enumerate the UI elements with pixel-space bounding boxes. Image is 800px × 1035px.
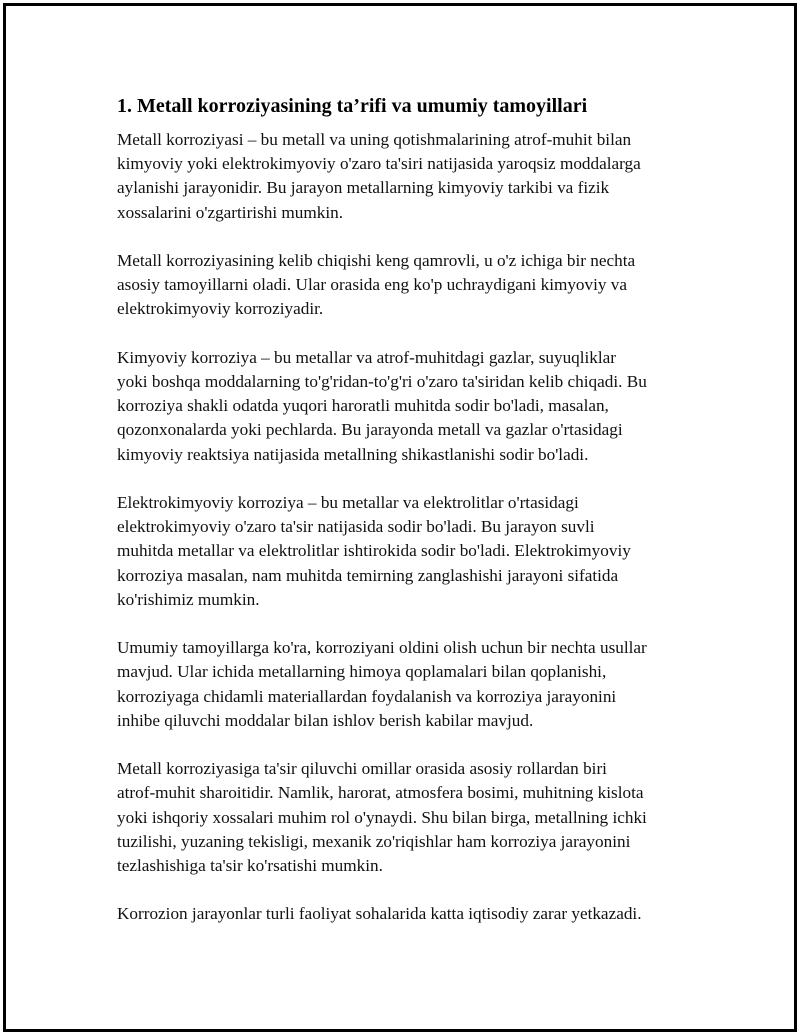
paragraph-origin: Metall korroziyasining kelib chiqishi keng qamrovli, u o'z ichiga bir nechta asosiy tamoyillarni oladi. Ular orasida eng ko'p uchraydigani kimyoviy va elektrokimyoviy korroziyadir.	[117, 251, 636, 319]
document-body	[117, 94, 697, 951]
section-title: 1. Metall korroziyasining ta’rifi va umumiy tamoyillari	[117, 95, 588, 117]
paragraph-electrochemical-corrosion: Elektrokimyoviy korroziya – bu metallar va elektrolitlar o'rtasidagi elektrokimyoviy o'zaro ta'sir natijasida sodir bo'ladi. Bu jarayon suvli muhitda metallar va elektrolitlar ishtirokida sodir bo'ladi. Elektrokimyoviy korroziya masalan, nam muhitda temirning zanglashishi jarayoni sifatida ko'rishimiz mumkin.	[117, 493, 631, 609]
paragraph-definition: Metall korroziyasi – bu metall va uning qotishmalarining atrof-muhit bilan kimyoviy yoki elektrokimyoviy o'zaro ta'siri natijasida yaroqsiz moddalarga aylanishi jarayonidir. Bu jarayon metallarning kimyoviy tarkibi va fizik xossalarini o'zgartirishi mumkin.	[117, 130, 641, 222]
paragraph-prevention: Umumiy tamoyillarga ko'ra, korroziyani oldini olish uchun bir nechta usullar mavjud. Ular ichida metallarning himoya qoplamalari bilan qoplanishi, korroziyaga chidamli materiallardan foydalanish va korroziya jarayonini inhibe qiluvchi moddalar bilan ishlov berish kabilar mavjud.	[117, 638, 647, 730]
paragraph-economic-damage: Korrozion jarayonlar turli faoliyat sohalarida katta iqtisodiy zarar yetkazadi.	[117, 904, 642, 924]
paragraph-factors: Metall korroziyasiga ta'sir qiluvchi omillar orasida asosiy rollardan biri atrof-muhit sharoitidir. Namlik, harorat, atmosfera bosimi, muhitning kislota yoki ishqoriy xossalari muhim rol o'ynaydi. Shu bilan birga, metallning ichki tuzilishi, yuzaning tekisligi, mexanik zo'riqishlar ham korroziya jarayonini tezlashishiga ta'sir ko'rsatishi mumkin.	[117, 759, 647, 876]
paragraph-chemical-corrosion: Kimyoviy korroziya – bu metallar va atrof-muhitdagi gazlar, suyuqliklar yoki boshqa moddalarning to'g'ridan-to'g'ri o'zaro ta'siridan kelib chiqadi. Bu korroziya shakli odatda yuqori haroratli muhitda sodir bo'ladi, masalan, qozonxonalarda yoki pechlarda. Bu jarayonda metall va gazlar o'rtasidagi kimyoviy reaktsiya natijasida metallning shikastlanishi sodir bo'ladi.	[117, 347, 647, 464]
